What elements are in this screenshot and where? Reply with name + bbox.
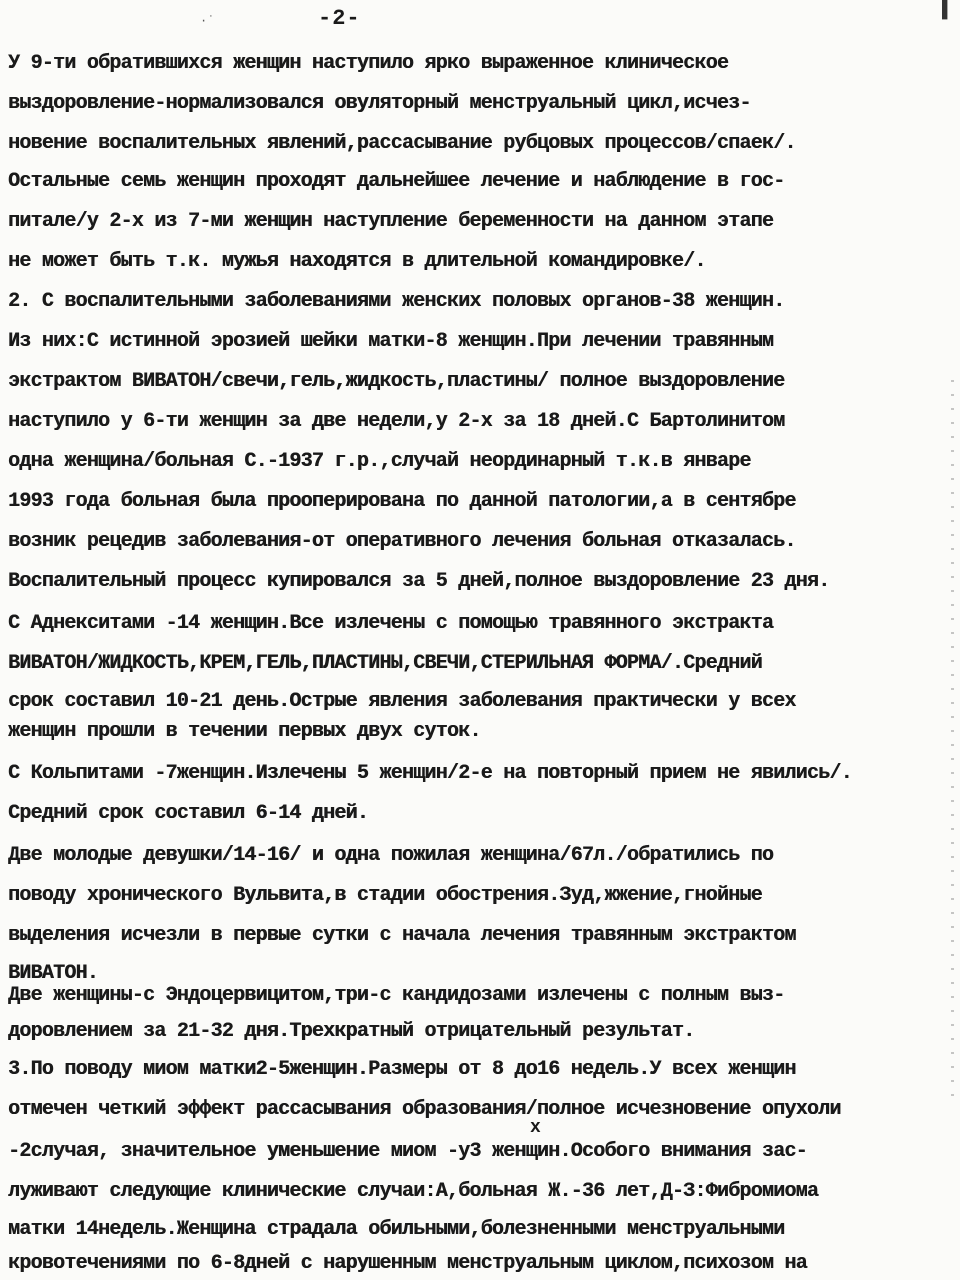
text-line: возник рецедив заболевания-от оперативного лечения больная отказалась.	[8, 530, 796, 553]
corner-mark: ▌	[942, 0, 953, 20]
text-line: выздоровление-нормализовался овуляторный менструальный цикл,исчез-	[8, 92, 751, 115]
text-line: У 9-ти обратившихся женщин наступило ярко выраженное клиническое	[8, 52, 729, 75]
text-line: срок составил 10-21 день.Острые явления заболевания практически у всех	[8, 690, 796, 713]
text-line: Средний срок составил 6-14 дней.	[8, 802, 369, 825]
text-line: Две женщины-с Эндоцервицитом,три-с кандидозами излечены с полным выз-	[8, 984, 785, 1007]
text-line: С Аднекситами -14 женщин.Все излечены с помощью травянного экстракта	[8, 612, 774, 635]
text-line: 2. С воспалительными заболеваниями женских половых органов-38 женщин.	[8, 290, 785, 313]
text-line: 3.По поводу миом матки2-5женщин.Размеры от 8 до16 недель.У всех женщин	[8, 1058, 796, 1081]
text-line: Из них:С истинной эрозией шейки матки-8 женщин.При лечении травянным	[8, 330, 774, 353]
text-line: ВИВАТОН.	[8, 962, 99, 985]
text-line: не может быть т.к. мужья находятся в длительной командировке/.	[8, 250, 706, 273]
text-line: выделения исчезли в первые сутки с начала лечения травянным экстрактом	[8, 924, 796, 947]
text-line: матки 14недель.Женщина страдала обильными,болезненными менструальными	[8, 1218, 785, 1241]
text-line: женщин прошли в течении первых двух суток.	[8, 720, 481, 743]
text-line: С Кольпитами -7женщин.Излечены 5 женщин/2-е на повторный прием не явились/.	[8, 762, 852, 785]
text-line: одна женщина/больная С.-1937 г.р.,случай неординарный т.к.в январе	[8, 450, 751, 473]
text-line: луживают следующие клинические случаи:А,больная Ж.-36 лет,Д-З:Фибромиома	[8, 1180, 819, 1203]
scan-speck: ·˙	[200, 14, 215, 28]
text-line: питале/у 2-х из 7-ми женщин наступление беременности на данном этапе	[8, 210, 774, 233]
text-line: наступило у 6-ти женщин за две недели,у 2-х за 18 дней.С Бартолинитом	[8, 410, 785, 433]
text-line: отмечен четкий эффект рассасывания образования/полное исчезновение опухоли	[8, 1098, 841, 1121]
text-line: Остальные семь женщин проходят дальнейшее лечение и наблюдение в гос-	[8, 170, 785, 193]
text-line: новение воспалительных явлений,рассасывание рубцовых процессов/спаек/.	[8, 132, 796, 155]
text-line: ВИВАТОН/ЖИДКОСТЬ,КРЕМ,ГЕЛЬ,ПЛАСТИНЫ,СВЕЧИ,СТЕРИЛЬНАЯ ФОРМА/.Средний	[8, 652, 762, 675]
text-line: доровлением за 21-32 дня.Трехкратный отрицательный результат.	[8, 1020, 695, 1043]
text-line: -2случая, значительное уменьшение миом -у3 женщин.Особого внимания зас-	[8, 1140, 807, 1163]
text-line: кровотечениями по 6-8дней с нарушенным менструальным циклом,психозом на	[8, 1252, 807, 1275]
text-line: Две молодые девушки/14-16/ и одна пожилая женщина/67л./обратились по	[8, 844, 774, 867]
text-line: поводу хронического Вульвита,в стадии обострения.Зуд,жжение,гнойные	[8, 884, 762, 907]
handwritten-overmark: х	[530, 1118, 541, 1138]
text-line: Воспалительный процесс купировался за 5 дней,полное выздоровление 23 дня.	[8, 570, 830, 593]
page-number: -2-	[318, 6, 361, 31]
text-line: 1993 года больная была прооперирована по данной патологии,а в сентябре	[8, 490, 796, 513]
text-line: экстрактом ВИВАТОН/свечи,гель,жидкость,пластины/ полное выздоровление	[8, 370, 785, 393]
